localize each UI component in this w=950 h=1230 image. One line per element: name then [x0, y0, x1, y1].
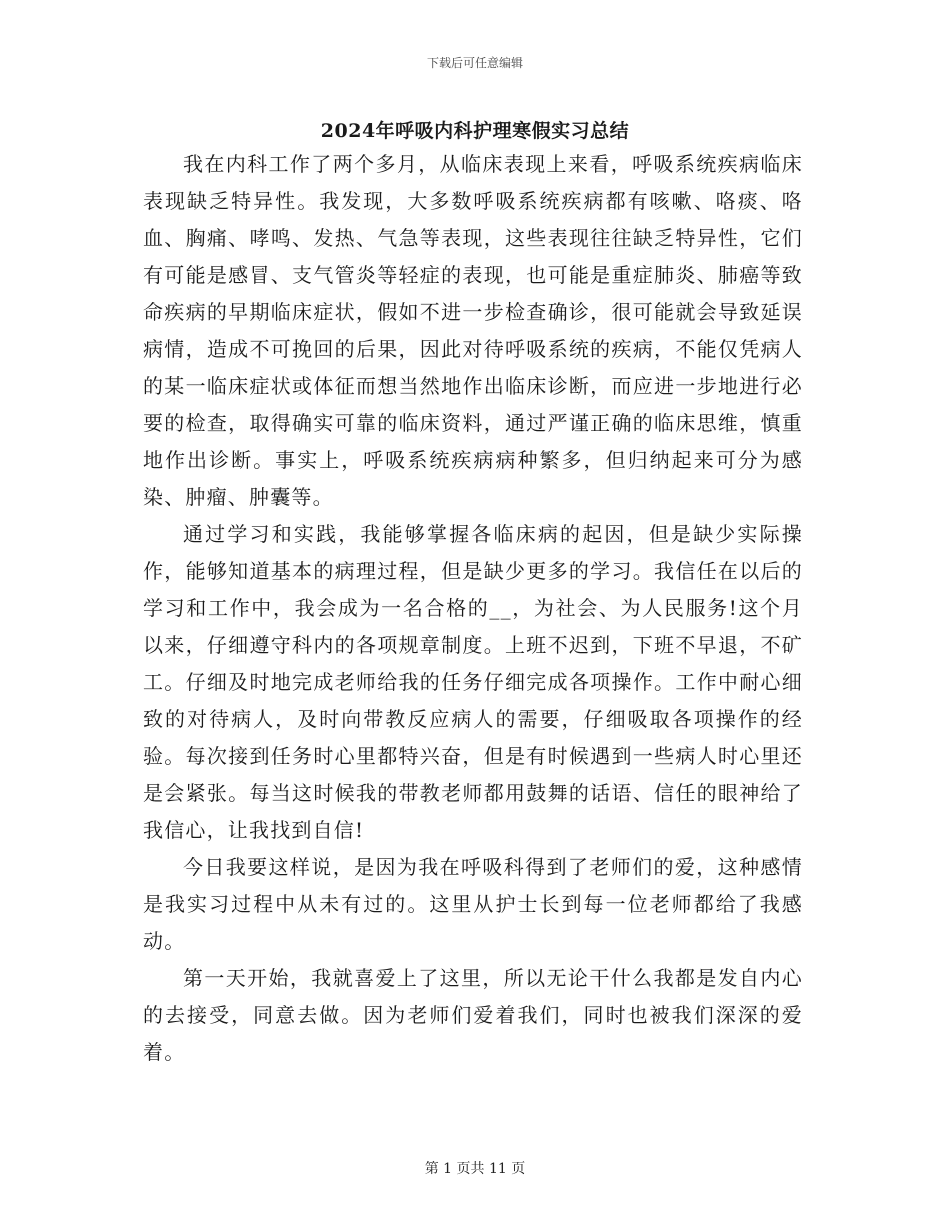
paragraph: 今日我要这样说，是因为我在呼吸科得到了老师们的爱，这种感情是我实习过程中从未有过的。这里从护士长到每一位老师都给了我感动。: [143, 855, 803, 953]
document-title: 2024年呼吸内科护理寒假实习总结: [320, 120, 630, 142]
paragraph: 我在内科工作了两个多月，从临床表现上来看，呼吸系统疾病临床表现缺乏特异性。我发现，大多数呼吸系统疾病都有咳嗽、咯痰、咯血、胸痛、哮鸣、发热、气急等表现，这些表现往往缺乏特异性，它们有可能是感冒、支气管炎等轻症的表现，也可能是重症肺炎、肺癌等致命疾病的早期临床症状，假如不进一步检查确诊，很可能就会导致延误病情，造成不可挽回的后果，因此对待呼吸系统的疾病，不能仅凭病人的某一临床症状或体征而想当然地作出临床诊断，而应进一步地进行必要的检查，取得确实可靠的临床资料，通过严谨正确的临床思维，慎重地作出诊断。事实上，呼吸系统疾病病种繁多，但归纳起来可分为感染、肿瘤、肿囊等。: [143, 152, 803, 509]
document-body: [143, 146, 803, 1071]
paragraph: 通过学习和实践，我能够掌握各临床病的起因，但是缺少实际操作，能够知道基本的病理过程，但是缺少更多的学习。我信任在以后的学习和工作中，我会成为一名合格的__，为社会、为人民服务!这个月以来，仔细遵守科内的各项规章制度。上班不迟到，下班不早退，不矿工。仔细及时地完成老师给我的任务仔细完成各项操作。工作中耐心细致的对待病人，及时向带教反应病人的需要，仔细吸取各项操作的经验。每次接到任务时心里都特兴奋，但是有时候遇到一些病人时心里还是会紧张。每当这时候我的带教老师都用鼓舞的话语、信任的眼神给了我信心，让我找到自信!: [143, 522, 803, 842]
page-number: 第 1 页共 11 页: [424, 1161, 526, 1177]
paragraph: 第一天开始，我就喜爱上了这里，所以无论干什么我都是发自内心的去接受，同意去做。因为老师们爱着我们，同时也被我们深深的爱着。: [143, 966, 803, 1064]
header-note: 下载后可任意编辑: [426, 56, 523, 70]
